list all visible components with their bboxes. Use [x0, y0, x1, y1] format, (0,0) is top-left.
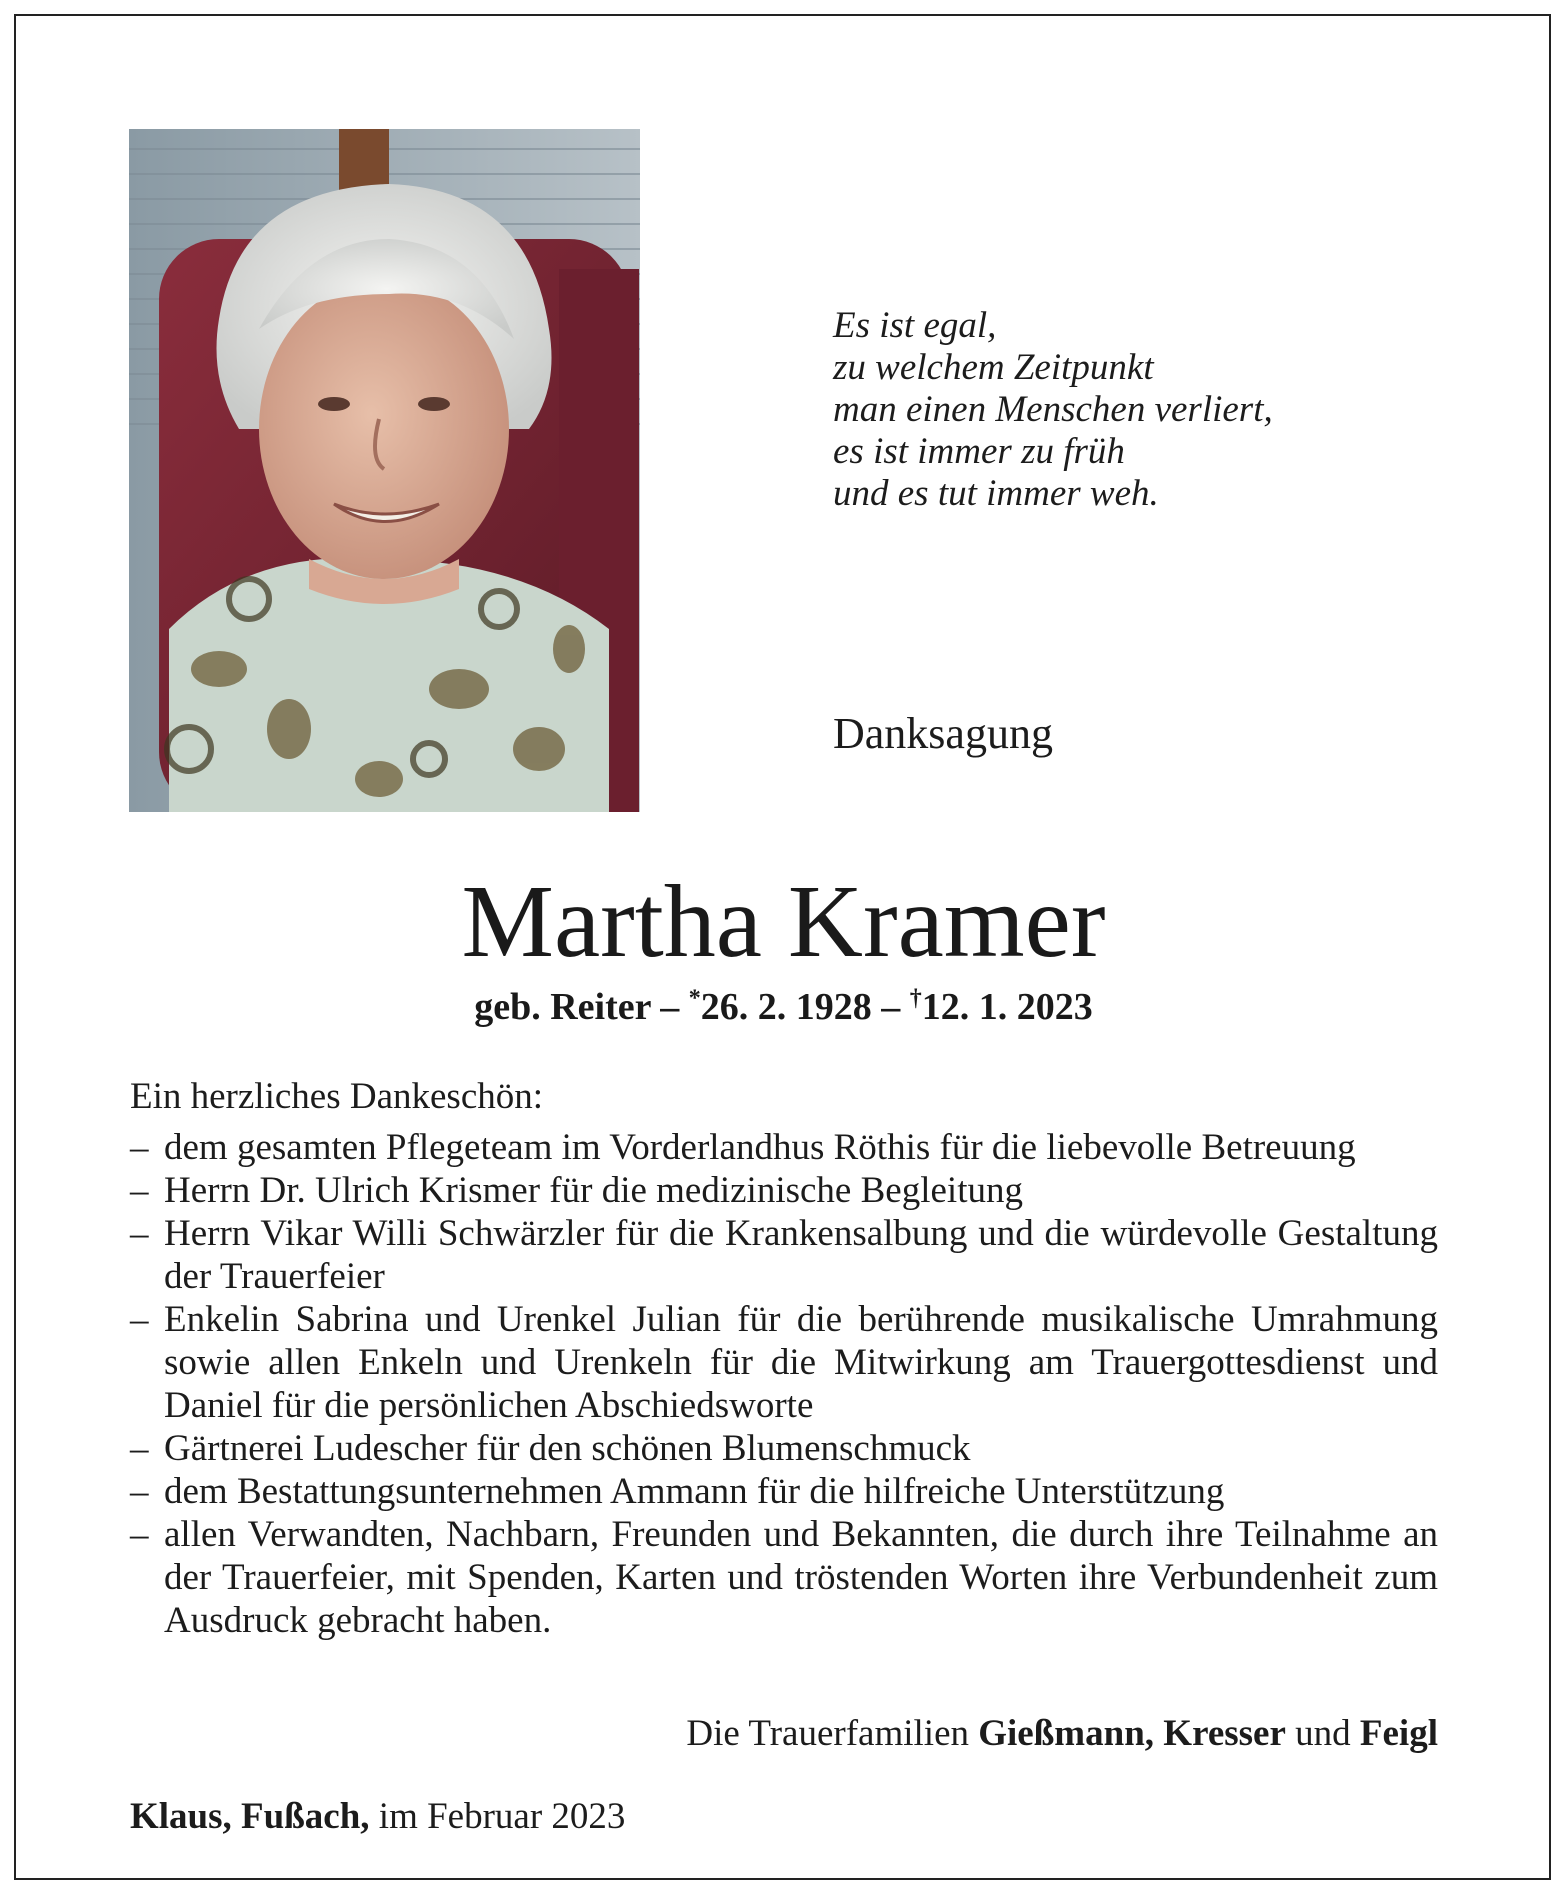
quote-line: zu welchem Zeitpunkt	[833, 347, 1154, 388]
quote-line: es ist immer zu früh	[833, 431, 1125, 472]
date: im Februar 2023	[378, 1796, 626, 1837]
portrait-photo	[129, 129, 640, 812]
thanks-item: – Herrn Vikar Willi Schwärzler für die Krankensalbung und die würdevolle Gestaltung der Trauerfeier	[130, 1212, 1438, 1298]
thanks-item: – allen Verwandten, Nachbarn, Freunden und Bekannten, die durch ihre Teilnahme an der Trauerfeier, mit Spenden, Karten und tröstenden Worten ihre Verbundenheit zum Ausdruck gebracht haben.	[130, 1513, 1438, 1642]
heading-danksagung: Danksagung	[833, 709, 1053, 758]
birth-date: 26. 2. 1928	[700, 986, 872, 1028]
thanks-item: – dem Bestattungsunternehmen Ammann für die hilfreiche Unterstützung	[130, 1470, 1438, 1513]
separator: –	[881, 986, 901, 1028]
thanks-item: – Herrn Dr. Ulrich Krismer für die medizinische Begleitung	[130, 1169, 1438, 1212]
death-symbol: †	[909, 985, 922, 1012]
thanks-item: – dem gesamten Pflegeteam im Vorderlandhus Röthis für die liebevolle Betreuung	[130, 1126, 1438, 1169]
deceased-name: Martha Kramer	[461, 864, 1106, 979]
birth-symbol: *	[688, 985, 701, 1012]
signature-conj: und	[1295, 1713, 1351, 1754]
death-date: 12. 1. 2023	[921, 986, 1093, 1028]
place-date	[130, 1795, 625, 1838]
thanks-intro: Ein herzliches Dankeschön:	[130, 1076, 544, 1117]
thanks-list	[130, 1126, 1438, 1642]
quote-line: Es ist egal,	[833, 305, 997, 346]
maiden-name: geb. Reiter	[474, 986, 651, 1028]
family-name: Kresser	[1163, 1713, 1286, 1754]
signature-prefix: Die Trauerfamilien	[686, 1713, 969, 1754]
towns: Klaus, Fußach,	[130, 1796, 370, 1837]
thanks-item: – Enkelin Sabrina und Urenkel Julian für die berührende musikalische Umrahmung sowie allen Enkeln und Urenkeln für die Mitwirkung am Trauergottesdienst und Daniel für die persönlichen Abschiedsworte	[130, 1298, 1438, 1427]
life-dates	[0, 985, 1567, 1029]
quote-line: und es tut immer weh.	[833, 473, 1159, 514]
family-name: Gießmann,	[978, 1713, 1155, 1754]
signature	[686, 1712, 1438, 1755]
family-name: Feigl	[1359, 1713, 1438, 1754]
quote	[833, 305, 1273, 515]
quote-line: man einen Menschen verliert,	[833, 389, 1273, 430]
thanks-item: – Gärtnerei Ludescher für den schönen Blumenschmuck	[130, 1427, 1438, 1470]
separator: –	[660, 986, 680, 1028]
